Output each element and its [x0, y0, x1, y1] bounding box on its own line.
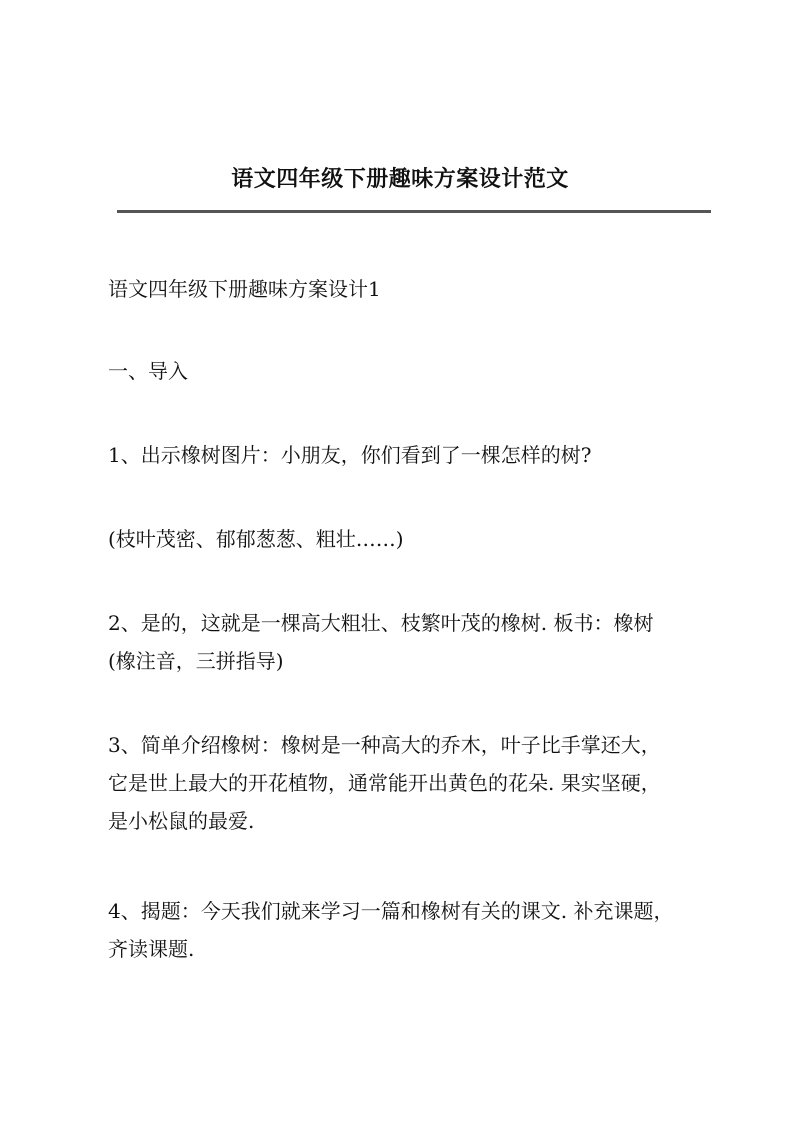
paragraph-line: 它是世上最大的开花植物，通常能开出黄色的花朵. 果实坚硬，	[108, 771, 661, 795]
paragraph-5	[108, 892, 708, 968]
section-heading-text: 语文四年级下册趣味方案设计1	[108, 277, 381, 301]
paragraph-line: 2、是的，这就是一棵高大粗壮、枝繁叶茂的橡树. 板书：橡树	[108, 611, 654, 635]
paragraph-1	[108, 436, 708, 474]
title-divider	[117, 210, 711, 213]
paragraph-line: 3、简单介绍橡树：橡树是一种高大的乔木，叶子比手掌还大，	[108, 733, 661, 757]
paragraph-line: (橡注音，三拼指导)	[108, 649, 284, 673]
paragraph-line: 1、出示橡树图片：小朋友，你们看到了一棵怎样的树?	[108, 443, 592, 467]
paragraph-line: (枝叶茂密、郁郁葱葱、粗壮……)	[108, 527, 404, 551]
paragraph-line: 齐读课题.	[108, 937, 195, 961]
part-heading	[108, 352, 708, 390]
paragraph-4	[108, 726, 708, 840]
part-heading-text: 一、导入	[108, 359, 188, 383]
paragraph-line: 是小松鼠的最爱.	[108, 809, 255, 833]
paragraph-line: 4、揭题：今天我们就来学习一篇和橡树有关的课文. 补充课题，	[108, 899, 674, 923]
paragraph-2	[108, 520, 708, 558]
section-heading	[108, 270, 708, 308]
document-title: 语文四年级下册趣味方案设计范文	[231, 166, 569, 192]
paragraph-3	[108, 604, 708, 680]
